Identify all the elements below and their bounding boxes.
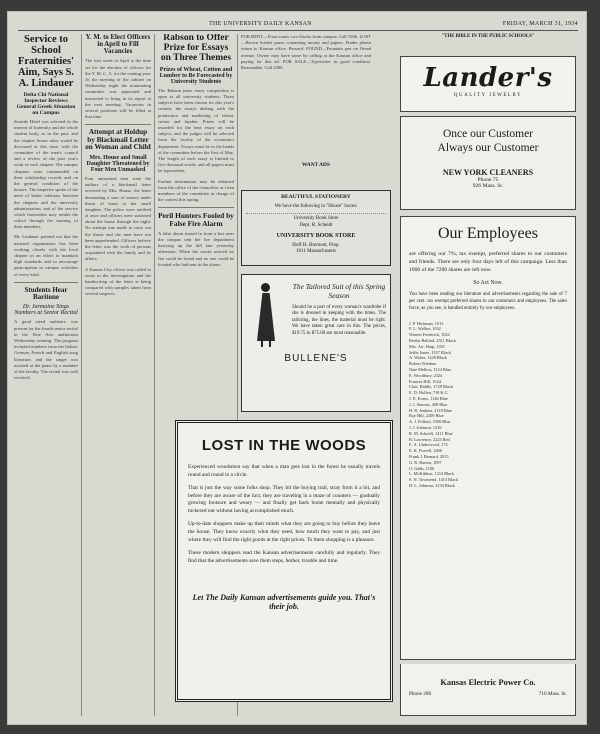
col3-body: The Rabson prize essay competition is open to all university students. Three subjects have been chosen for this year's contest, the essays dealing with the production and marketing of wheat, cotton and lumber. Prizes will be awarded for the best essay on each subject, and the judges will be selected from the faculty of the economics department. Essays must be in the hands of the committee before the first of May. The length of each essay is limited to five thousand words, and all papers must be typewritten.: [158, 87, 234, 174]
kansas-electric-ad: [400, 216, 576, 660]
company-name: Kansas Electric Power Co.: [440, 678, 536, 687]
landers-sub: QUALITY JEWELRY: [453, 93, 523, 98]
stationery-line-3: Dept. R. Scheidt: [299, 222, 333, 228]
employee-entry: Nate Mellow, 1124 Blue: [409, 366, 452, 372]
employee-entry: O. Gabb, 1106: [409, 465, 435, 471]
masthead: [18, 18, 578, 31]
employee-entry: E. D. Hollen, 710 K.C.: [409, 390, 449, 396]
col3-divider: [158, 207, 234, 208]
col1-body-3: A good sized audience was present for the fourth senior recital in the Fine Arts auditorium Wednesday evening. The program included numbers from the Italian, German, French and English song literature, and the singer was assisted at the piano by a member of the faculty. The recital was well received.: [14, 319, 78, 381]
rule: [81, 34, 82, 716]
cleaners-line-2: Always our Customer: [437, 142, 539, 155]
col1-body-2: Mr. Lindauer pointed out that the national organization has been working closely with the local chapter in an effort to maintain high standards and to encourage participation in campus activities of every kind.: [14, 234, 78, 277]
col2-headline-2: Attempt at Holdup by Blackmail Letter on Woman and Child: [85, 128, 151, 152]
kansas-electric-footer: [400, 664, 576, 716]
employee-entry: G. R. Barton, 1097: [409, 459, 442, 465]
company-phone: Phone 280: [409, 691, 432, 697]
divider: [246, 212, 386, 214]
employee-entry: R. M. Schoell, 1411 Blue: [409, 430, 453, 436]
masthead-date: FRIDAY, MARCH 31, 1934: [502, 21, 578, 27]
stationery-line-1: We have the following in "House" boxes:: [274, 203, 358, 209]
employee-entry: Bertha Ballard, 2311 Black: [409, 337, 456, 343]
col2-body: The first week in April is the time set for the election of officers for the Y. M. C. A. for the coming year. At the meeting of the cabinet on Wednesday night the nominating committee was appointed and instructed to bring in its report at the next meeting. Vacancies in several positions will be filled at that time.: [85, 58, 151, 120]
employee-entry: Robert Wiedner: [409, 361, 437, 367]
employee-entry: Warren Frederick, 1022: [409, 332, 450, 338]
new-york-cleaners-ad: [400, 116, 576, 210]
employee-list-left: [409, 321, 485, 489]
woman-figure-icon: [251, 283, 281, 347]
lost-paragraph-1: Experienced woodsmen say that when a man gets lost in the forest he usually travels round and round in a circle.: [188, 464, 380, 478]
newspaper-page: [8, 12, 586, 724]
employees-title: Our Employees: [438, 225, 538, 242]
col2-subhead-2: Mrs. House and Small Daughter Threatened by Four Men Unmasked: [86, 154, 150, 173]
employee-entry: Mrs. Art. Harp, 1031: [409, 343, 446, 349]
employee-entry: B. Lawrence, 2223 Red: [409, 436, 450, 442]
col3-body-3: A false alarm turned in from a box near the campus sent the fire department hurrying up the hill late yesterday afternoon. When the trucks arrived no fire could be found and no one could be located who had sent in the alarm.: [158, 230, 234, 267]
column-2: [85, 34, 151, 716]
classified-text: FOR RENT—Front room, two blocks from campus. Call 1946. LOST—Brown leather purse containing money and papers. Finder please return to Kansan office. Reward. FOUND—Fountain pen on Oread avenue. Owner may have same by calling at the Kansan office and paying for this ad. FOR SALE—Typewriter in good condition. Reasonable. Call 2286.: [241, 34, 371, 70]
lost-in-the-woods-ad: [175, 420, 393, 702]
want-ads-title: WANT ADS: [302, 162, 330, 168]
employee-entry: E. K. Purcell, 2406: [409, 448, 442, 454]
col2-body-2: Four unmasked men were the authors of a blackmail letter received by Mrs. House, the letter demanding a sum of money under threat of harm to her small daughter. The police were notified at once and officers were stationed about the house through the night. No attempt was made to carry out the threat and the men have not been apprehended. Officers believe the letter was the work of persons acquainted with the family and its affairs.: [85, 175, 151, 262]
masthead-title: THE UNIVERSITY DAILY KANSAN: [208, 21, 312, 27]
lost-paragraph-3: Up-to-date shoppers make up their minds what they are going to buy before they leave the house. They know exactly what they need, how much they want to pay, and just where they will find the right goods at the right prices. To them shopping is a pleasure.: [188, 521, 380, 543]
company-address: 710 Mass. St.: [538, 691, 567, 697]
employee-entry: Jeffie Jones, 1337 Black: [409, 349, 451, 355]
bullenes-brand: BULLENE'S: [284, 353, 348, 364]
col1-body: Seaside Hotel was selected in the interest of fraternity and the whole student body, as in the past, and the chapter house rules would be discussed at this time, with the committee of the men's council and a review of the past year's work of each chapter. The campus chapters were commended on their scholarship records and on the general condition of the houses. The inspector spoke of the need of better relations between the chapters and the university administration, and of the service which fraternities may render the school through the training of their members.: [14, 119, 78, 230]
col2-body-3: A Kansas City officer was called to assist in the investigation and the handwriting of the letter is being compared with samples taken from several suspects.: [85, 266, 151, 297]
employee-entry: A. Weber, 1228 Black: [409, 355, 447, 361]
employee-entry: E. A. Underwood, 174: [409, 442, 448, 448]
fashion-illustration: [246, 279, 286, 347]
col1-headline-2: Students Hear Baritone: [24, 285, 68, 302]
lost-paragraph-4: These modern shoppers read the Kansan advertisements carefully and regularly. They find that the advertisements save them steps, bother, trouble and time.: [188, 550, 380, 564]
column-1: [14, 34, 78, 716]
store-sub: Hoff H. Bremont, Prop.: [292, 242, 340, 248]
employee-entry: J. E. Evans, 1146 Blue: [409, 395, 448, 401]
col1-divider: [14, 282, 78, 283]
landers-logo: Lander's: [423, 63, 553, 93]
stationery-line-2: University Book Store: [293, 216, 339, 222]
bullenes-headline: The Tailored Suit of this Spring Season: [292, 282, 386, 300]
lost-title: LOST IN THE WOODS: [201, 437, 367, 454]
landers-ad: [400, 56, 576, 112]
bullenes-body: Should be a part of every woman's wardrobe if she is dressed in keeping with the times. The tailoring, the lines, the material must be right. We have taken great care in this. The prices, $19.75 to $75.00 are most reasonable.: [292, 305, 386, 336]
employee-entry: S. N. Townsend, 1413 Black: [409, 477, 459, 483]
employees-body: You have been reading our literature and advertisements regarding the sale of 7 per cent. tax exempt preferred shares to our customers and employees. The sales force, as you see, is handled entirely by our employees.: [409, 292, 567, 311]
col2-headline: Y. M. to Elect Officers in April to Fill Vacancies: [85, 34, 151, 56]
employee-entry: L. McKibbon, 1214 Black: [409, 471, 455, 477]
employee-entry: J. P. Hickman, 1012: [409, 320, 444, 326]
cleaners-line-1: Once our Customer: [442, 128, 534, 140]
col3-body-2: Further information may be obtained from the office of the chancellor or from members of the committee in charge of the contest this spring.: [158, 178, 234, 203]
employee-entry: Frances Hill, 1524: [409, 378, 441, 384]
employee-entry: J. J. Simons, 408 Blue: [409, 401, 448, 407]
employee-entry: Ray Hill, 2200 Blue: [409, 413, 444, 419]
lost-slogan: Let The Daily Kansan advertisements guide you. That's their job.: [192, 593, 376, 612]
col2-divider: [85, 124, 151, 125]
stationery-title: BEAUTIFUL STATIONERY: [281, 194, 351, 200]
employees-act: So Act Now.: [473, 280, 503, 287]
employee-list: [409, 321, 567, 489]
cleaners-name: NEW YORK CLEANERS: [442, 167, 534, 177]
rule: [154, 34, 155, 716]
lost-paragraph-2: That is just the way some folks shop. They hit the buying trail, stray from it a bit, and before they are aware of the fact, they are traveling in a maze of counters — gradually growing footsore and weary — and finally get back home mentally and physically tuckered out without having accomplished much.: [188, 485, 380, 514]
employee-entry: H. R. Jenkins, 2118 Blue: [409, 407, 452, 413]
employee-entry: Chas. Biddle, 1728 Black: [409, 384, 454, 390]
col3-subhead: Prizes of Wheat, Cotton and Lumber to Be Forecasted by University Students: [159, 66, 233, 85]
col3-headline-2: Peril Hunters Fooled by False Fire Alarm: [158, 211, 234, 229]
employee-entry: H. L. Johnson, 2130 Black: [409, 482, 455, 488]
employee-list-right: [491, 321, 567, 489]
bullenes-ad: [241, 274, 391, 412]
cleaners-address: 926 Mass. St.: [472, 182, 504, 189]
stationery-ad: [241, 190, 391, 266]
col1-headline: Service to School Fraternities' Aim, Says S. A. Lindauer: [17, 34, 74, 90]
store-address: 1011 Massachusetts: [296, 249, 336, 255]
employees-lead: are offering our 7%, tax exempt, preferred shares to our customers and friends. There are only four days left of this campaign. Less than 1000 of the 7200 shares are left now.: [409, 251, 567, 273]
col3-headline: Rabson to Offer Prize for Essays on Three Themes: [160, 34, 232, 63]
employee-entry: F. L. Walker, 1032: [409, 326, 441, 332]
cleaners-phone: Phone 75: [477, 176, 499, 183]
col1-subhead: Delta Chi National Inspector Reviews General Greek Situation on Campus: [16, 92, 76, 117]
employee-entry: J. J. Johnson, 1216: [409, 424, 442, 430]
employee-entry: A. J. Pollard, 3306 Blue: [409, 419, 451, 425]
employee-entry: E. Woodbury, 2324: [409, 372, 443, 378]
bible-schools-title: "THE BIBLE IN THE PUBLIC SCHOOLS": [441, 34, 535, 39]
employee-entry: Frank J. Bernard, 2015: [409, 453, 449, 459]
col1-subhead-2: Dr. Jarmaine Sings Numbers at Senior Recital: [14, 304, 78, 317]
store-name: UNIVERSITY BOOK STORE: [276, 233, 356, 240]
